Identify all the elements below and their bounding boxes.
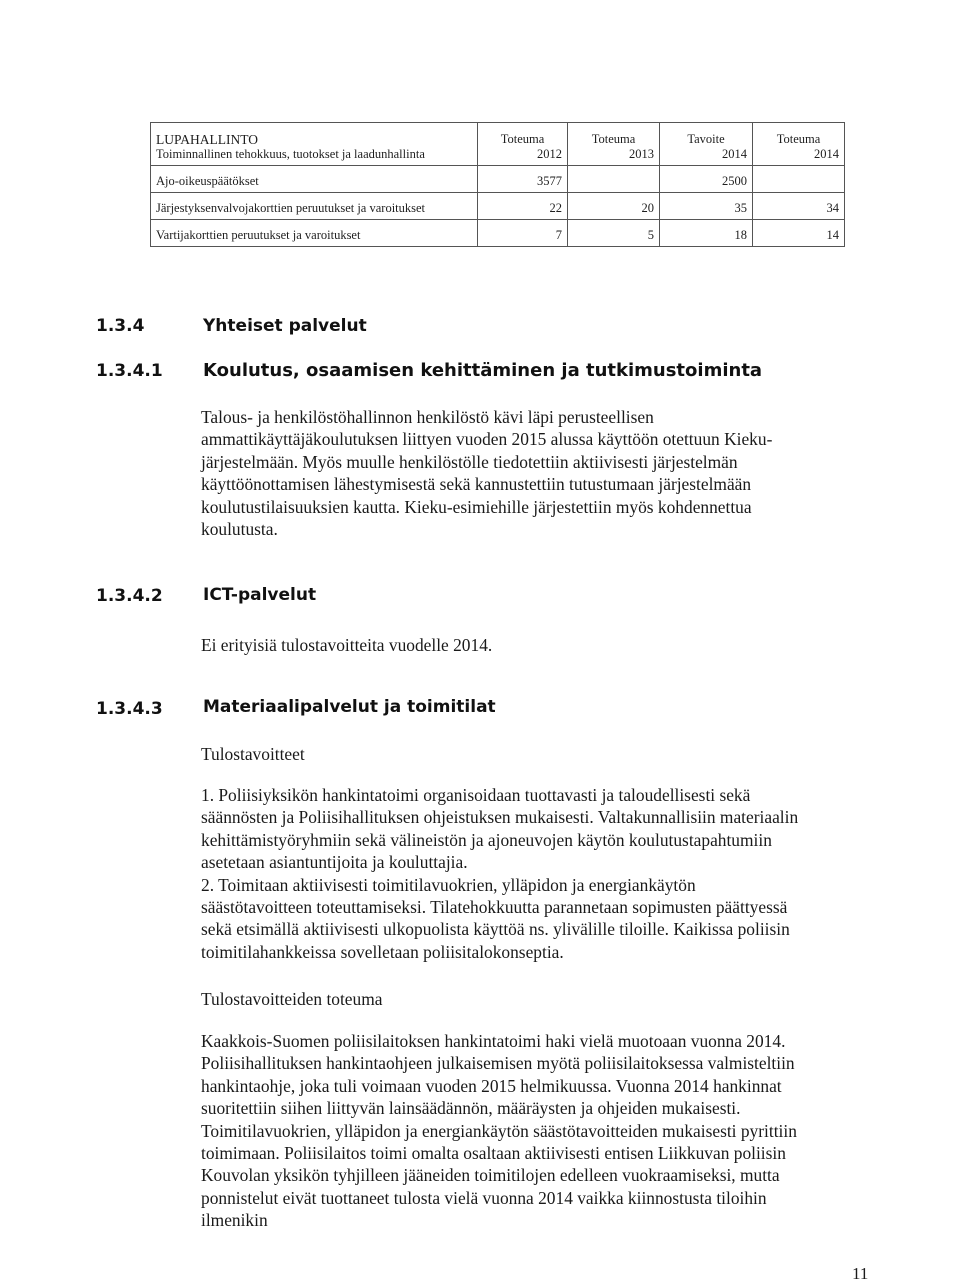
table-cell: 20 [568, 193, 660, 220]
row-label: Ajo-oikeuspäätökset [151, 166, 478, 193]
text-line: järjestelmään. Myös muulle henkilöstölle tiedotettiin aktiivisesti järjestelmän [201, 451, 738, 472]
section-body [201, 406, 866, 540]
section-number: 1.3.4.3 [96, 699, 163, 719]
text-line: ammattikäyttäjäkoulutuksen liittyen vuoden 2015 alussa käyttöön otettuun Kieku- [201, 429, 773, 450]
subheading-outcome: Tulostavoitteiden toteuma [201, 989, 383, 1009]
section-number: 1.3.4.2 [96, 586, 163, 606]
table-cell [753, 166, 845, 193]
text-line: toimimaan. Poliisilaitos toimi omalta osaltaan aktiivisesti entisen Liikkuvan poliisin [201, 1143, 786, 1164]
table-cell: 3577 [478, 166, 568, 193]
text-line: säännösten ja Poliisihallituksen ohjeistuksen mukaisesti. Valtakunnallisiin materiaalin [201, 807, 799, 828]
table-title-cell [151, 123, 478, 166]
table-cell: 18 [660, 220, 753, 247]
outcome-text [201, 1030, 866, 1232]
section-title: Koulutus, osaamisen kehittäminen ja tutkimustoiminta [203, 360, 763, 381]
column-header [753, 123, 845, 166]
section-title: Yhteiset palvelut [203, 316, 367, 336]
section-title: Materiaalipalvelut ja toimitilat [203, 697, 496, 717]
text-line: koulutustilaisuuksien kautta. Kieku-esimiehille järjestettiin myös kohdennettua [201, 496, 752, 517]
table-cell: 22 [478, 193, 568, 220]
table-header-row [151, 123, 845, 166]
text-line: säästötavoitteen toteuttamiseksi. Tilatehokkuutta parannetaan sopimusten päättyessä [201, 897, 788, 918]
table-row [151, 166, 845, 193]
goals-list [201, 784, 866, 963]
text-line: Kaakkois-Suomen poliisilaitoksen hankintatoimi haki vielä muotoaan vuonna 2014. [201, 1031, 786, 1051]
row-label: Vartijakorttien peruutukset ja varoitukset [151, 220, 478, 247]
text-line: Poliisihallituksen hankintaohjeen julkaisemisen myötä poliisilaitoksessa valmisteltiin [201, 1053, 795, 1074]
table-cell: 2500 [660, 166, 753, 193]
section-number: 1.3.4 [96, 316, 145, 336]
subheading [201, 743, 866, 765]
column-header [478, 123, 568, 166]
table-cell: 35 [660, 193, 753, 220]
text-line: Toimitilavuokrien, ylläpidon ja energiankäytön säästötavoitteiden mukaisesti pyrittiin [201, 1120, 797, 1141]
table-title: LUPAHALLINTO [156, 132, 259, 147]
table-cell: 34 [753, 193, 845, 220]
table-cell: 7 [478, 220, 568, 247]
column-header-year: 2013 [629, 147, 654, 161]
column-header [568, 123, 660, 166]
subheading-goals: Tulostavoitteet [201, 744, 305, 764]
table-cell: 5 [568, 220, 660, 247]
text-line: Talous- ja henkilöstöhallinnon henkilöstö kävi läpi perusteellisen [201, 407, 654, 427]
text-line: Ei erityisiä tulostavoitteita vuodelle 2014. [201, 635, 493, 655]
row-label: Järjestyksenvalvojakorttien peruutukset ja varoitukset [151, 193, 478, 220]
text-line: ponnistelut eivät tuottaneet tulosta vielä vuonna 2014 vaikka kiinnostusta tiloihin [201, 1187, 767, 1208]
text-line: hankintaohje, joka tuli voimaan vuoden 2015 helmikuussa. Vuonna 2014 hankinnat [201, 1075, 782, 1096]
text-line: koulutusta. [201, 519, 278, 540]
text-line: sekä etsimällä aktiivisesti ulkopuolista käyttöä ns. ylivälille tiloille. Kaikissa poliisin [201, 919, 790, 940]
column-header [660, 123, 753, 166]
text-line: 1. Poliisiyksikön hankintatoimi organisoidaan tuottavasti ja taloudellisesti sekä [201, 785, 751, 805]
table-row [151, 220, 845, 247]
performance-table [150, 122, 845, 247]
text-line: ilmenikin [201, 1210, 268, 1231]
column-header-year: 2012 [537, 147, 562, 161]
column-header-year: 2014 [814, 147, 839, 161]
text-line: toimitilahankkeissa sovelletaan poliisitalokonseptia. [201, 941, 564, 962]
section-number: 1.3.4.1 [96, 361, 163, 381]
column-header-year: 2014 [722, 147, 747, 161]
text-line: 2. Toimitaan aktiivisesti toimitilavuokrien, ylläpidon ja energiankäytön [201, 874, 696, 895]
subheading [201, 988, 866, 1010]
column-header-label: Toteuma [500, 132, 545, 146]
section-body [201, 634, 866, 656]
table-cell [568, 166, 660, 193]
text-line: kehittämistyöryhmiin sekä välineistön ja ajoneuvojen käytön koulutustapahtumiin [201, 829, 772, 850]
text-line: Kouvolan yksikön tyhjilleen jääneiden toimitilojen edelleen vuokraamiseksi, mutta [201, 1165, 780, 1186]
page-number: 11 [852, 1264, 869, 1283]
text-line: asetetaan asiantuntijoita ja kouluttajia. [201, 852, 468, 873]
text-line: suoritettiin siihen liittyvän lainsäädännön, määräysten ja ohjeiden mukaisesti. [201, 1098, 741, 1119]
column-header-label: Toteuma [776, 132, 821, 146]
column-header-label: Toteuma [591, 132, 636, 146]
table-cell: 14 [753, 220, 845, 247]
section-title: ICT-palvelut [203, 585, 317, 605]
text-line: käyttöönottamisen lähestymisestä sekä kannustettiin tutustumaan järjestelmään [201, 474, 752, 495]
table-row [151, 193, 845, 220]
column-header-label: Tavoite [687, 132, 725, 146]
table-subtitle: Toiminnallinen tehokkuus, tuotokset ja laadunhallinta [156, 147, 425, 161]
